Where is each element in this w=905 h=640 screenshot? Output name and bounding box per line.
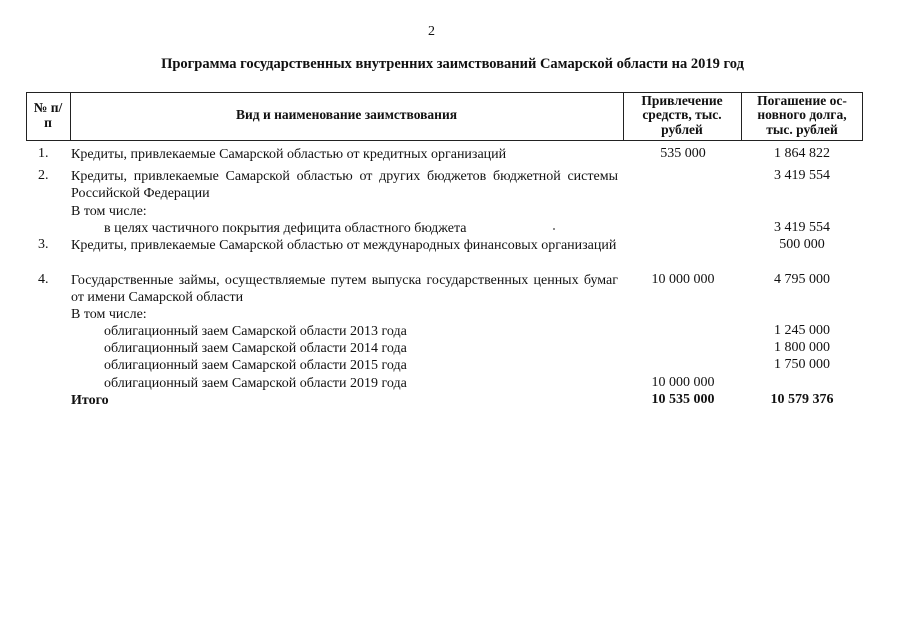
row-repayment: 4 795 000	[774, 272, 830, 287]
header-name: Вид и наименование заимствования	[235, 107, 458, 123]
row-repayment: 3 419 554	[774, 220, 830, 235]
document-title: Программа государственных внутренних заимствований Самарской области на 2019 год	[161, 56, 744, 72]
row-repayment: 1 245 000	[774, 323, 830, 338]
row-name: Кредиты, привлекаемые Самарской областью от кредитных организаций	[71, 147, 507, 162]
scan-dot	[553, 228, 555, 230]
row-attraction: 10 000 000	[651, 272, 715, 287]
row-attraction: 535 000	[660, 146, 706, 161]
total-attraction: 10 535 000	[651, 392, 715, 407]
row-name: Кредиты, привлекаемые Самарской областью от других бюджетов бюджетной системы Российской Федерации	[71, 169, 618, 201]
row-number: 2.	[38, 168, 49, 183]
row-name: облигационный заем Самарской области 2015 года	[104, 358, 407, 373]
row-name: В том числе:	[71, 204, 147, 219]
row-number: 1.	[38, 146, 49, 161]
row-name: облигационный заем Самарской области 2019 года	[104, 376, 407, 391]
row-name: облигационный заем Самарской области 2014 года	[104, 341, 407, 356]
row-number: 3.	[38, 237, 49, 252]
row-repayment: 500 000	[779, 237, 825, 252]
total-label: Итого	[71, 393, 109, 408]
header-repayment: Погашение ос-новного долга, тыс. рублей	[757, 92, 847, 137]
page-number: 2	[428, 24, 435, 39]
row-name: в целях частичного покрытия дефицита областного бюджета	[104, 221, 467, 236]
header-divider	[741, 92, 742, 140]
row-repayment: 1 864 822	[774, 146, 830, 161]
row-repayment: 1 750 000	[774, 357, 830, 372]
header-divider	[26, 92, 27, 140]
row-name: облигационный заем Самарской области 2013 года	[104, 324, 407, 339]
row-repayment: 3 419 554	[774, 168, 830, 183]
header-attraction: Привлечение средств, тыс. рублей	[641, 92, 723, 137]
header-divider	[862, 92, 863, 140]
header-divider	[623, 92, 624, 140]
total-repayment: 10 579 376	[770, 392, 834, 407]
row-repayment: 1 800 000	[774, 340, 830, 355]
row-name: Государственные займы, осуществляемые путем выпуска государственных ценных бумаг от имени Самарской области	[71, 273, 618, 305]
row-name: Кредиты, привлекаемые Самарской областью от международных финансовых организаций	[71, 238, 617, 253]
header-num: № п/п	[33, 100, 63, 130]
row-name: В том числе:	[71, 307, 147, 322]
row-number: 4.	[38, 272, 49, 287]
row-attraction: 10 000 000	[651, 375, 715, 390]
